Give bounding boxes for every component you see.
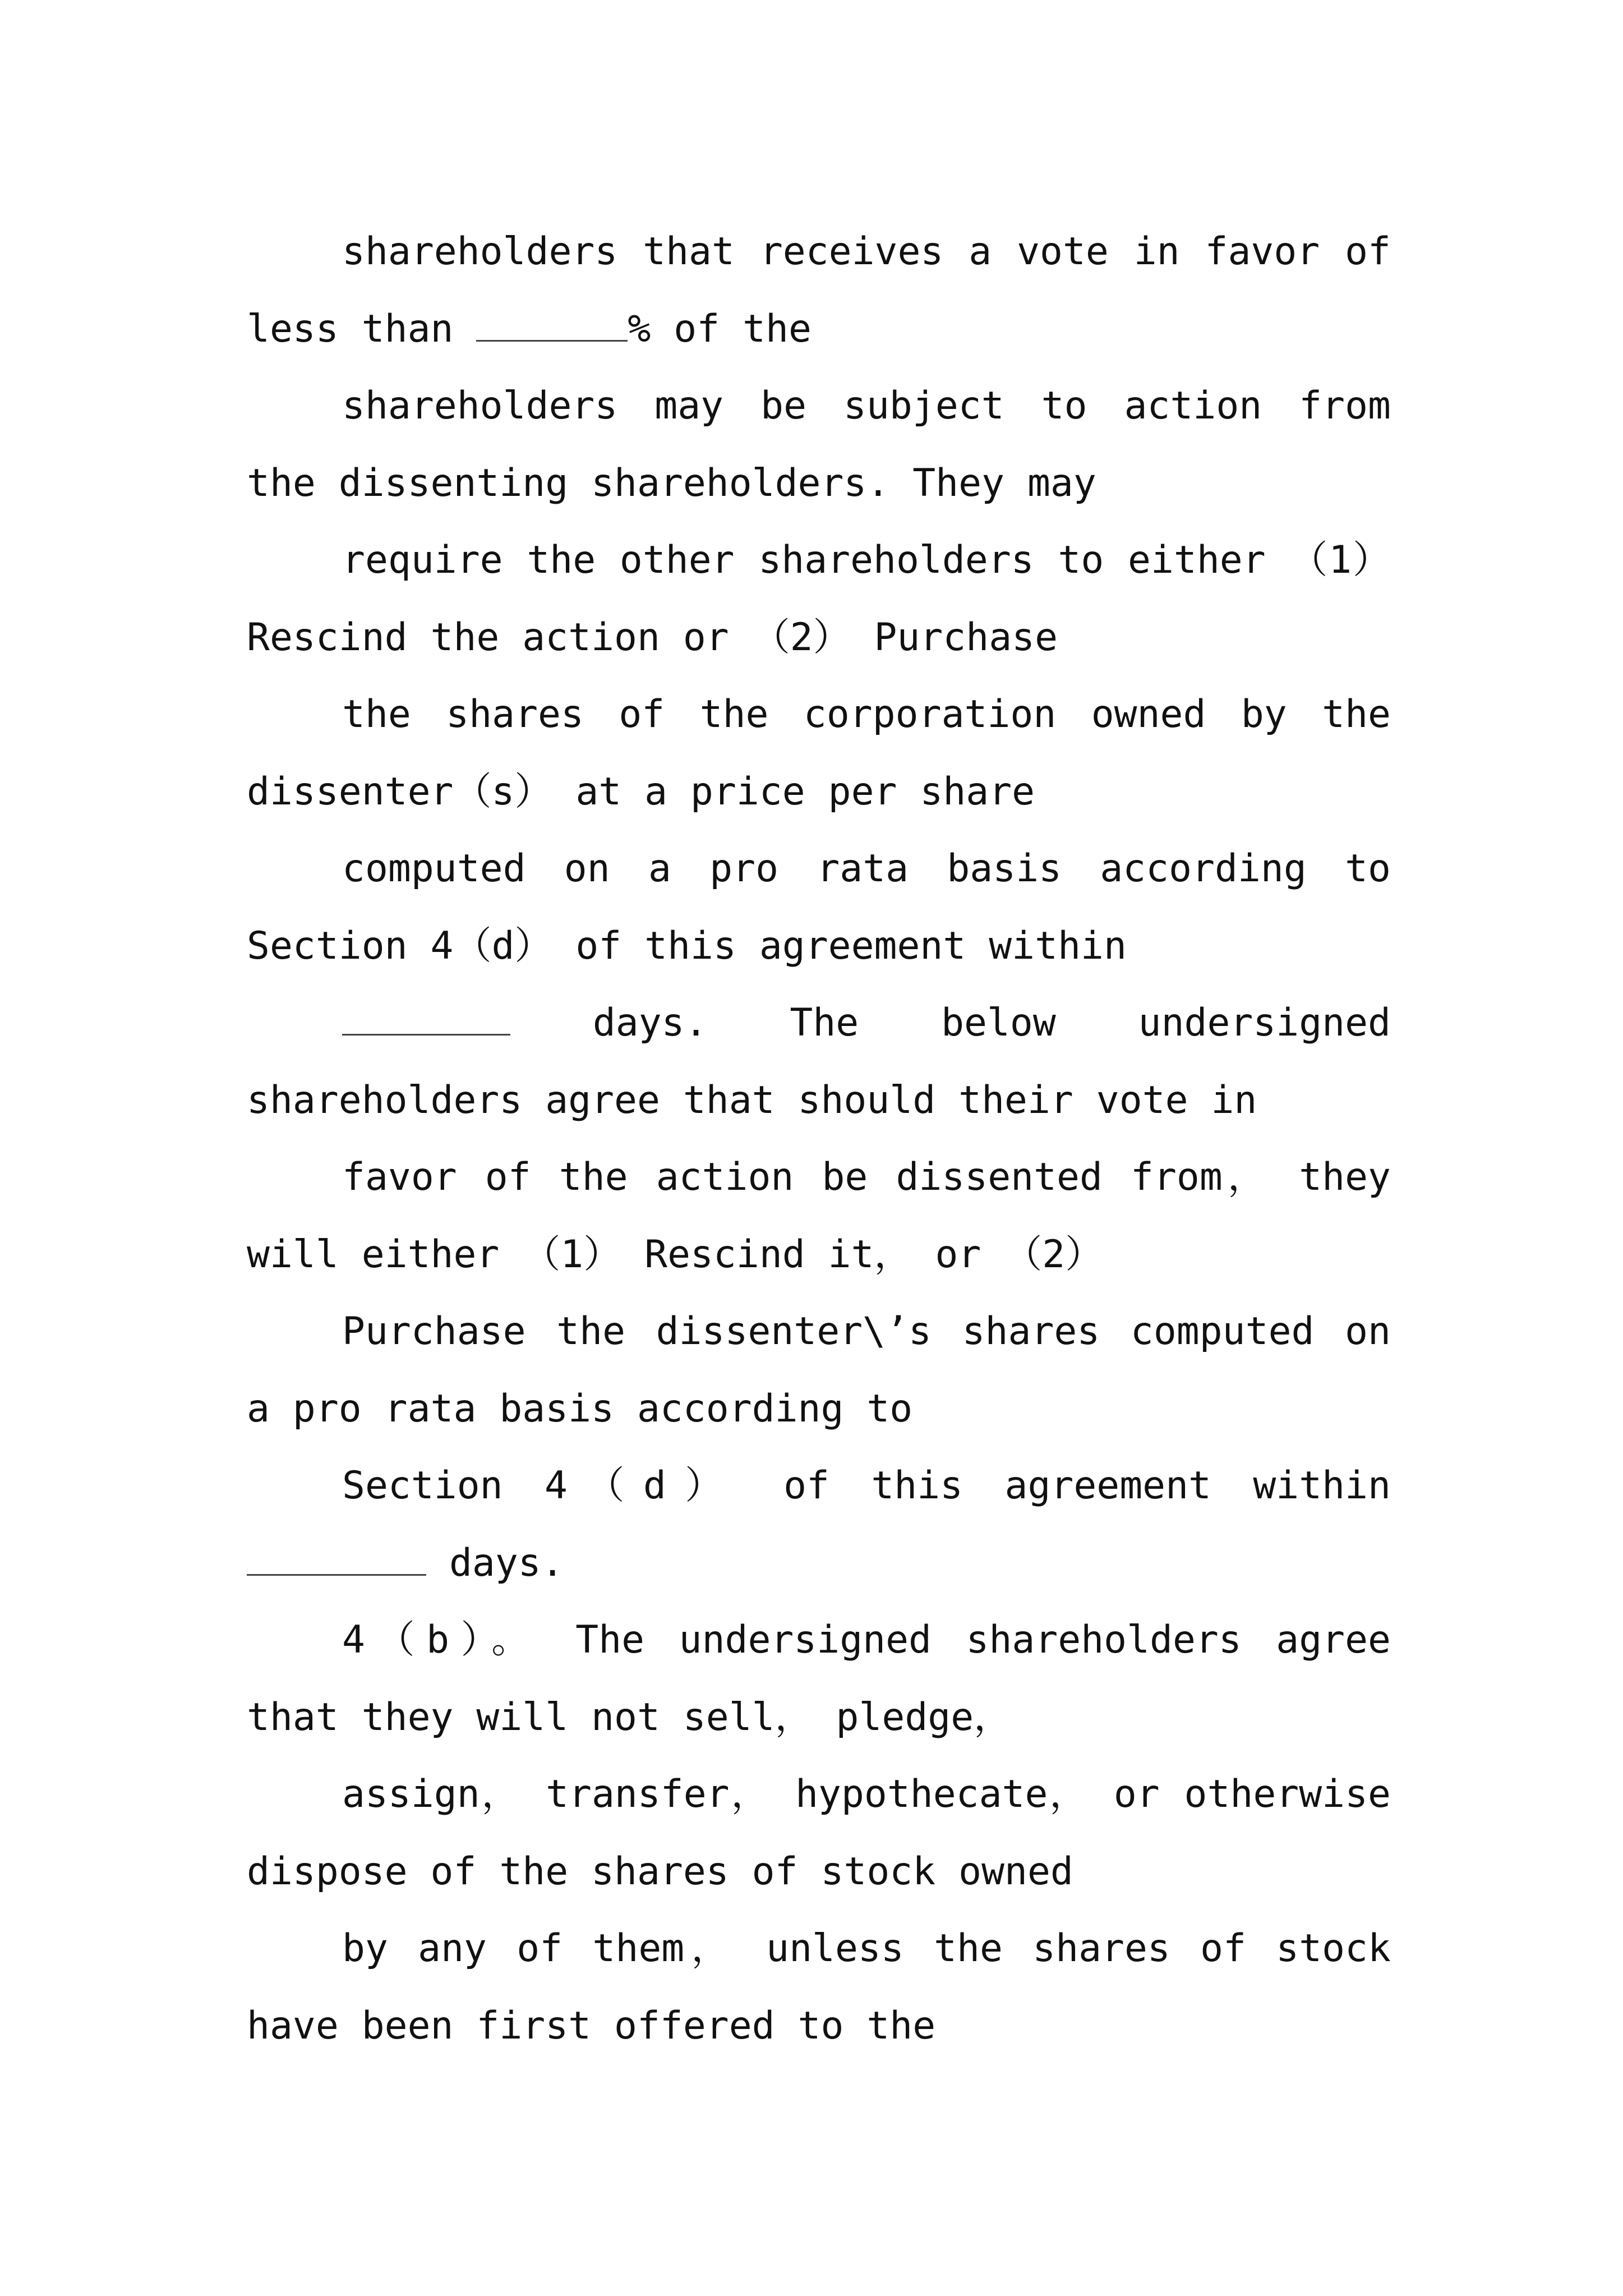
days-blank-1[interactable]: [342, 997, 510, 1036]
paragraph-5: computed on a pro rata basis according to Section 4（d） of this agreement within: [247, 846, 1391, 968]
paragraph-6: [247, 984, 1391, 1139]
paragraph-1-text-before-blank: shareholders that receives a vote in favor of less than: [247, 229, 1391, 351]
paragraph-7: favor of the action be dissented from， they will either （1） Rescind it， or （2）: [247, 1155, 1391, 1277]
document-body: [247, 213, 1391, 2064]
days-blank-2[interactable]: [247, 1538, 426, 1576]
paragraph-1: [247, 213, 1391, 367]
paragraph-6-text: days. The below undersigned shareholders agree that should their vote in: [247, 1001, 1391, 1122]
paragraph-9: [247, 1447, 1391, 1602]
paragraph-4: the shares of the corporation owned by the dissenter（s） at a price per share: [247, 692, 1391, 814]
paragraph-10: 4（b）。 The undersigned shareholders agree that they will not sell， pledge，: [247, 1618, 1391, 1740]
paragraph-3: require the other shareholders to either （1） Rescind the action or （2） Purchase: [247, 538, 1391, 660]
paragraph-8: Purchase the dissenter\’s shares computed on a pro rata basis according to: [247, 1309, 1391, 1431]
paragraph-9-text-before-blank: Section 4（d） of this agreement within: [342, 1464, 1391, 1508]
percentage-blank[interactable]: [476, 303, 628, 342]
paragraph-12: by any of them， unless the shares of stock have been first offered to the: [247, 1926, 1391, 2048]
paragraph-11: assign， transfer， hypothecate， or otherwise dispose of the shares of stock owned: [247, 1772, 1391, 1894]
paragraph-1-text-after-blank: % of the: [628, 306, 811, 351]
paragraph-9-text-after-blank: days.: [426, 1540, 564, 1585]
paragraph-2: shareholders may be subject to action from the dissenting shareholders. They may: [247, 384, 1391, 505]
